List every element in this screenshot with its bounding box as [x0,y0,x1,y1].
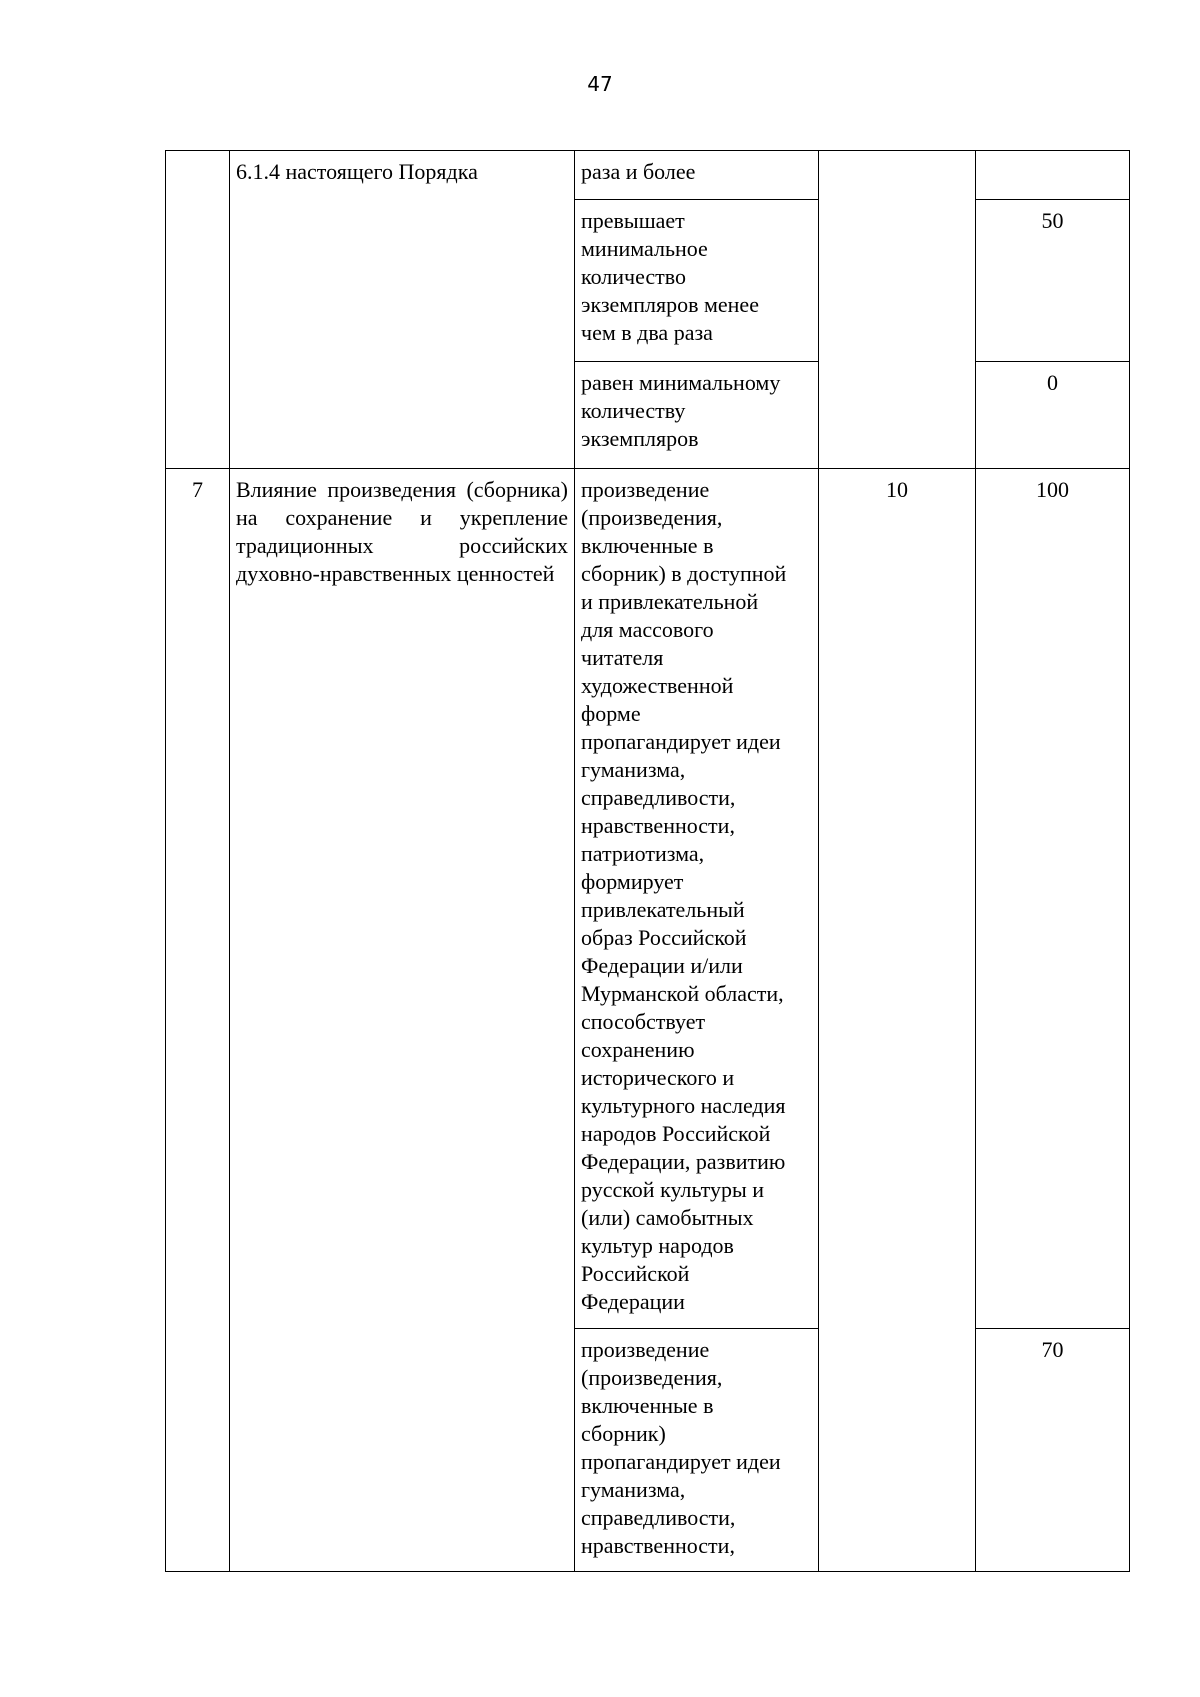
criteria-table [165,150,1130,1572]
criterion-cell: 6.1.4 настоящего Порядка [230,151,575,469]
row-number-cell [166,151,230,469]
points-cell: 50 [976,200,1130,362]
condition-cell: раза и более [575,151,819,200]
condition-cell: произведение (произведения, включенные в сборник) пропагандирует идеи гуманизма, справедливости, нравственности, [575,1329,819,1572]
weight-cell [819,151,976,469]
table-row [166,469,1130,1329]
page-number: 47 [587,72,613,96]
table-row [166,151,1130,200]
condition-cell: равен минимальному количеству экземпляров [575,362,819,469]
points-cell: 0 [976,362,1130,469]
criterion-cell: Влияние произведения (сборника) на сохранение и укрепление традиционных российских духовно-нравственных ценностей [230,469,575,1572]
points-cell: 100 [976,469,1130,1329]
condition-cell: произведение (произведения, включенные в сборник) в доступной и привлекательной для массового читателя художественной форме пропагандирует идеи гуманизма, справедливости, нравственности, патриотизма, формирует привлекательный образ Российской Федерации и/или Мурманской области, способствует сохранению исторического и культурного наследия народов Российской Федерации, развитию русской культуры и (или) самобытных культур народов Российской Федерации [575,469,819,1329]
condition-cell: превышает минимальное количество экземпляров менее чем в два раза [575,200,819,362]
weight-cell: 10 [819,469,976,1572]
points-cell: 70 [976,1329,1130,1572]
row-number-cell: 7 [166,469,230,1572]
points-cell [976,151,1130,200]
